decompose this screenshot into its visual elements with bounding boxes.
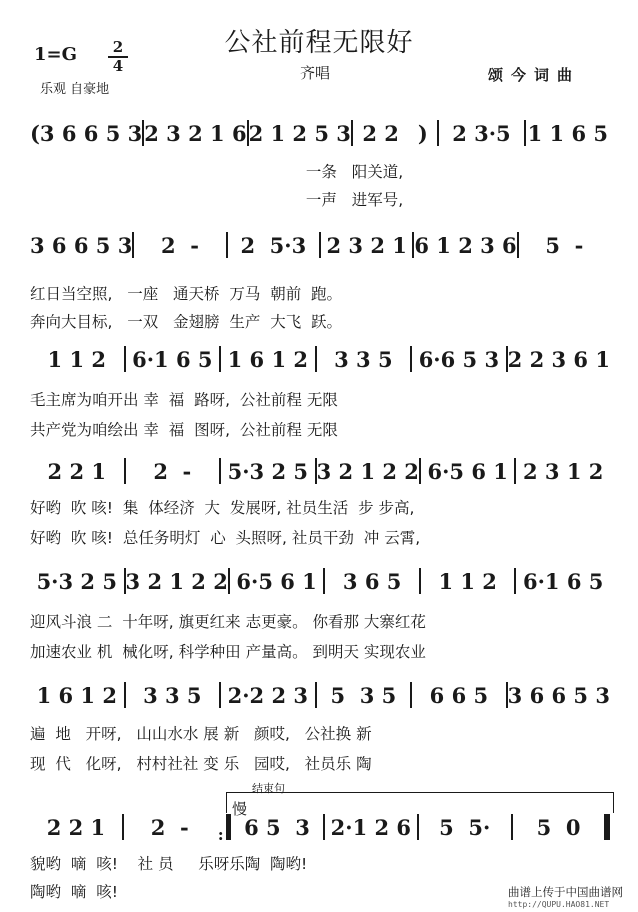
measure: 3 3 5 (334, 347, 393, 372)
measure: 3 6 6 5 3 (507, 683, 610, 708)
measure: 5 0 (536, 815, 581, 840)
tempo-marking: 慢 (232, 800, 248, 818)
measure: 6·5 6 1 (236, 569, 317, 594)
score-system-2 (30, 232, 610, 258)
key-signature: 1=G (34, 44, 77, 65)
lyric-line-2: 现 代 化呀, 村村社社 变 乐 园哎, 社员乐 陶 (30, 755, 372, 773)
measure: 1 6 1 2 (36, 683, 117, 708)
lyric-line-1: 一条 阳关道, (30, 163, 404, 181)
watermark-text: 曲谱上传于中国曲谱网 (508, 885, 623, 899)
lyric-line-2: 陶哟 嘀 咳! (30, 883, 118, 901)
measure: 2 1 2 5 3 (248, 121, 351, 146)
lyric-line-2: 一声 进军号, (30, 191, 404, 209)
lyric-line-1: 貌哟 嘀 咳! 社 员 乐呀乐陶 陶哟! (30, 855, 308, 873)
score-system-6 (30, 682, 610, 708)
measure: 5 - (545, 233, 584, 258)
measure: 5·3 2 5 (36, 569, 117, 594)
repeat-dots: : (217, 825, 224, 844)
measure: 6 1 2 3 6 (414, 233, 517, 258)
performance-type: 齐唱 (300, 64, 331, 82)
measure: 1 1 2 (47, 347, 106, 372)
measure: 5 3 5 (330, 683, 397, 708)
author-credit: 颂今词曲 (488, 66, 581, 84)
measure: 2·2 2 3 (227, 683, 309, 708)
measure: 2 5·3 (240, 233, 307, 258)
score-system-4 (30, 458, 610, 484)
measure: 2·1 2 6 (330, 815, 412, 840)
measure: 3 2 1 2 2 (125, 569, 228, 594)
measure: 2 - (153, 459, 192, 484)
lyric-line-1: 迎风斗浪 二 十年呀, 旗更红来 志更豪。 你看那 大寨红花 (30, 613, 426, 631)
score-system-7 (30, 814, 610, 844)
measure: 2 3·5 (452, 121, 511, 146)
measure: 3 3 5 (143, 683, 202, 708)
watermark-url: http://QUPU.HAO81.NET (508, 900, 610, 909)
meter-denominator: 4 (112, 56, 124, 75)
ending-label: 结束句 (252, 782, 285, 795)
lyric-line-2: 奔向大目标, 一双 金翅膀 生产 大飞 跃。 (30, 313, 343, 331)
measure: 6·1 6 5 (132, 347, 213, 372)
measure: 2 2 1 (47, 459, 106, 484)
measure: 6·1 6 5 (523, 569, 604, 594)
lyric-line-1: 遍 地 开呀, 山山水水 展 新 颜哎, 公社换 新 (30, 725, 372, 743)
lyric-line-2: 共产党为咱绘出 幸 福 图呀, 公社前程 无限 (30, 421, 338, 439)
measure: 2 2 3 6 1 (507, 347, 610, 372)
measure: 5 5· (439, 815, 491, 840)
time-signature (108, 40, 128, 74)
measure: 2 - (161, 233, 199, 258)
score-system-5 (30, 568, 610, 594)
lyric-line-1: 好哟 吹 咳! 集 体经济 大 发展呀, 社员生活 步 步高, (30, 499, 415, 517)
measure: 2 3 2 1 (326, 233, 407, 258)
measure: 3 2 1 2 2 (316, 459, 419, 484)
measure: 2 3 1 2 (523, 459, 604, 484)
measure: 2 3 2 1 6 (144, 121, 247, 146)
measure: 6 6 5 (429, 683, 489, 708)
measure: 6·5 6 1 (427, 459, 508, 484)
measure: 2 2 1 (46, 815, 106, 840)
measure: 1 6 1 2 (227, 347, 309, 372)
lyric-line-1: 红日当空照, 一座 通天桥 万马 朝前 跑。 (30, 285, 343, 303)
score-system-1 (30, 120, 610, 146)
song-title: 公社前程无限好 (224, 28, 414, 58)
measure: 3 6 5 (342, 569, 402, 594)
final-barline-thick (606, 814, 610, 840)
lyric-line-1: 毛主席为咱开出 幸 福 路呀, 公社前程 无限 (30, 391, 338, 409)
meter-numerator: 2 (112, 38, 124, 56)
measure: 6·6 5 3 (418, 347, 500, 372)
measure: 3 6 6 5 3 (30, 233, 133, 258)
measure: (3 6 6 5 3 (30, 121, 143, 146)
measure: 6 5 3 (244, 815, 310, 840)
measure: 1 1 2 (438, 569, 497, 594)
lyric-line-2: 好哟 吹 咳! 总任务明灯 心 头照呀, 社员干劲 冲 云霄, (30, 529, 421, 547)
measure: 2 - (150, 815, 189, 840)
mood-marking: 乐观 自豪地 (40, 82, 110, 97)
measure: 2 2 ) (362, 121, 428, 146)
measure: 5·3 2 5 (227, 459, 309, 484)
score-system-3 (30, 346, 610, 372)
lyric-line-2: 加速农业 机 械化呀, 科学种田 产量高。 到明天 实现农业 (30, 643, 426, 661)
measure: 1 1 6 5 (527, 121, 608, 146)
